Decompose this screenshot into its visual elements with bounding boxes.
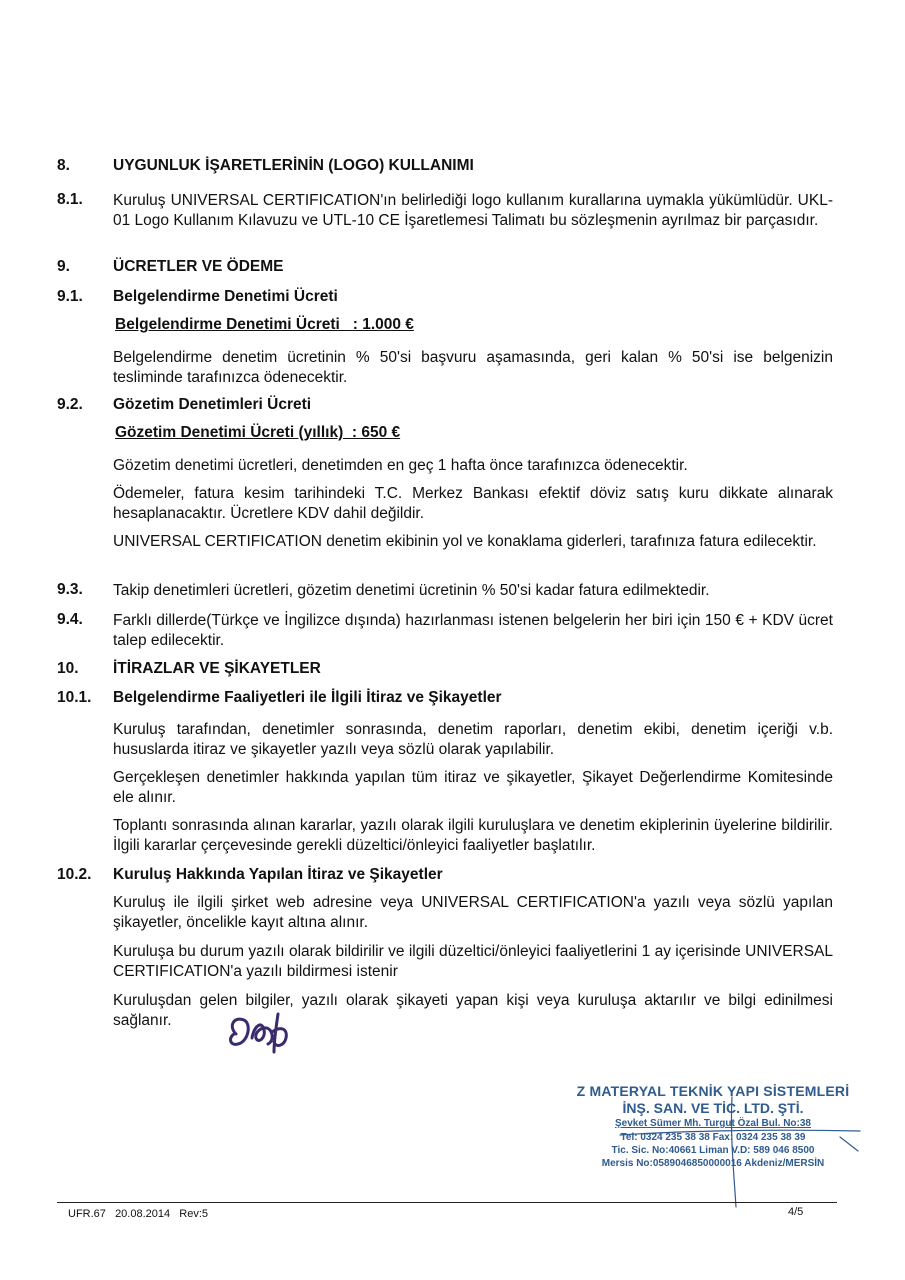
- section-9-1-number: 9.1.: [57, 288, 83, 305]
- stamp-line-4: Tel: 0324 235 38 38 Fax: 0324 235 38 39: [620, 1132, 806, 1143]
- section-8-1-text: Kuruluş UNIVERSAL CERTIFICATION'ın belirlediği logo kullanım kurallarına uymakla yükümlüdür. UKL-01 Logo Kullanım Kılavuzu ve UTL-10 CE İşaretlemesi Talimatı bu sözleşmenin ayrılmaz bir parçasıdır.: [113, 192, 833, 229]
- section-9-3-text: Takip denetimleri ücretleri, gözetim denetimi ücretinin % 50'si kadar fatura edilmektedir.: [113, 582, 710, 599]
- section-9-2-text-2: Ödemeler, fatura kesim tarihindeki T.C. Merkez Bankası efektif döviz satış kuru dikkate alınarak hesaplanacaktır. Ücretlere KDV dahil değildir.: [113, 485, 833, 522]
- section-9-title: ÜCRETLER VE ÖDEME: [113, 258, 284, 275]
- stamp-line-5: Tic. Sic. No:40661 Liman V.D: 589 046 8500: [611, 1145, 815, 1156]
- footer-divider: [57, 1202, 837, 1203]
- section-10-2-text-2: Kuruluşa bu durum yazılı olarak bildirilir ve ilgili düzeltici/önleyici faaliyetlerini 1 ay içerisinde UNIVERSAL CERTIFICATION'a yazılı bildirmesi istenir: [113, 943, 833, 980]
- section-9-2-number: 9.2.: [57, 396, 83, 413]
- stamp-line-2: İNŞ. SAN. VE TİC. LTD. ŞTİ.: [622, 1100, 804, 1116]
- section-9-1-title: Belgelendirme Denetimi Ücreti: [113, 288, 338, 305]
- section-9-number: 9.: [57, 258, 70, 275]
- section-8-number: 8.: [57, 157, 70, 174]
- certification-fee: Belgelendirme Denetimi Ücreti : 1.000 €: [115, 316, 414, 333]
- section-10-2-text-1: Kuruluş ile ilgili şirket web adresine veya UNIVERSAL CERTIFICATION'a yazılı veya sözlü yapılan şikayetler, öncelikle kayıt altına alınır.: [113, 894, 833, 931]
- section-9-2-title: Gözetim Denetimleri Ücreti: [113, 396, 312, 413]
- footer-page-number: 4/5: [788, 1206, 804, 1218]
- stamp-line-1: Z MATERYAL TEKNİK YAPI SİSTEMLERİ: [576, 1083, 850, 1099]
- section-9-2-text-1: Gözetim denetimi ücretleri, denetimden en geç 1 hafta önce tarafınızca ödenecektir.: [113, 457, 688, 474]
- section-10-1-title: Belgelendirme Faaliyetleri ile İlgili İtiraz ve Şikayetler: [113, 689, 502, 706]
- footer-document-code: UFR.67 20.08.2014 Rev:5: [68, 1208, 209, 1220]
- section-9-4-number: 9.4.: [57, 611, 83, 628]
- stamp-signature-stroke: [600, 1095, 870, 1213]
- surveillance-fee: Gözetim Denetimi Ücreti (yıllık) : 650 €: [115, 424, 401, 441]
- stamp-line-3: Şevket Sümer Mh. Turgut Özal Bul. No:38: [615, 1118, 811, 1129]
- handwritten-signature: [222, 1008, 302, 1058]
- section-10-2-title: Kuruluş Hakkında Yapılan İtiraz ve Şikayetler: [113, 866, 443, 883]
- stamp-line-6: Mersis No:0589046850000016 Akdeniz/MERSİN: [601, 1158, 825, 1169]
- section-10-2-number: 10.2.: [57, 866, 92, 883]
- section-8-1-number: 8.1.: [57, 191, 83, 208]
- section-9-2-text-3: UNIVERSAL CERTIFICATION denetim ekibinin yol ve konaklama giderleri, tarafınıza fatura edilecektir.: [113, 533, 817, 550]
- section-10-title: İTİRAZLAR VE ŞİKAYETLER: [113, 660, 321, 677]
- section-10-1-number: 10.1.: [57, 689, 92, 706]
- section-8-title: UYGUNLUK İŞARETLERİNİN (LOGO) KULLANIMI: [113, 157, 474, 174]
- section-10-number: 10.: [57, 660, 79, 677]
- section-10-2-text-3: Kuruluşdan gelen bilgiler, yazılı olarak şikayeti yapan kişi veya kuruluşa aktarılır ve bilgi edinilmesi sağlanır.: [113, 992, 833, 1029]
- section-9-1-text: Belgelendirme denetim ücretinin % 50'si başvuru aşamasında, geri kalan % 50'si ise belgenizin tesliminde tarafınızca ödenecektir.: [113, 349, 833, 386]
- section-10-1-text-1: Kuruluş tarafından, denetimler sonrasında, denetim raporları, denetim ekibi, denetim içeriği v.b. hususlarda itiraz ve şikayetler yazılı veya sözlü olarak yapılabilir.: [113, 721, 833, 758]
- section-9-4-text: Farklı dillerde(Türkçe ve İngilizce dışında) hazırlanması istenen belgelerin her biri için 150 € + KDV ücret talep edilecektir.: [113, 612, 833, 649]
- section-9-3-number: 9.3.: [57, 581, 83, 598]
- section-10-1-text-2: Gerçekleşen denetimler hakkında yapılan tüm itiraz ve şikayetler, Şikayet Değerlendirme Komitesinde ele alınır.: [113, 769, 833, 806]
- section-10-1-text-3: Toplantı sonrasında alınan kararlar, yazılı olarak ilgili kuruluşlara ve denetim ekiplerinin üyelerine bildirilir. İlgili kararlar çerçevesinde gerekli düzeltici/önleyici faaliyetler başlatılır.: [113, 817, 833, 854]
